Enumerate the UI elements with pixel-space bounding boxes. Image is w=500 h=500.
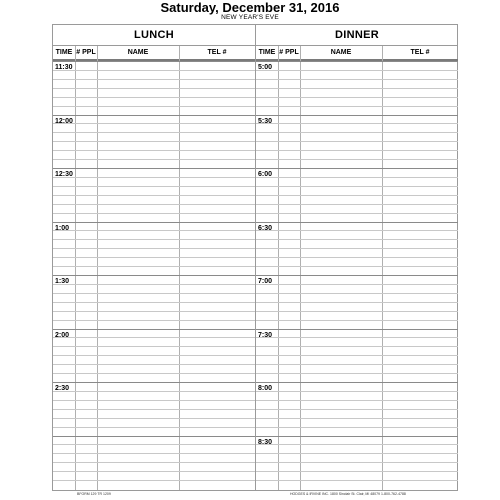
lunch-write-line — [53, 195, 255, 196]
lunch-write-line — [53, 61, 255, 62]
dinner-column-divider — [382, 46, 383, 490]
lunch-time-slot: 12:30 — [55, 171, 73, 178]
lunch-col-name: NAME — [97, 46, 179, 61]
dinner-write-line — [256, 400, 458, 401]
dinner-write-line — [256, 471, 458, 472]
dinner-write-line — [256, 436, 458, 437]
dinner-write-line — [256, 453, 458, 454]
dinner-col-name: NAME — [300, 46, 382, 61]
lunch-write-line — [53, 418, 255, 419]
lunch-write-line — [53, 70, 255, 71]
dinner-write-line — [256, 275, 458, 276]
dinner-write-line — [256, 195, 458, 196]
dinner-write-line — [256, 213, 458, 214]
lunch-col-time: TIME — [53, 46, 75, 61]
dinner-write-line — [256, 239, 458, 240]
lunch-write-line — [53, 186, 255, 187]
lunch-section — [53, 25, 255, 490]
dinner-write-line — [256, 462, 458, 463]
lunch-write-line — [53, 213, 255, 214]
dinner-write-line — [256, 204, 458, 205]
dinner-write-line — [256, 248, 458, 249]
lunch-write-line — [53, 444, 255, 445]
dinner-write-line — [256, 132, 458, 133]
reservation-sheet — [52, 24, 458, 491]
lunch-write-line — [53, 462, 255, 463]
lunch-write-line — [53, 355, 255, 356]
lunch-time-slot: 1:30 — [55, 278, 70, 285]
dinner-col-time: TIME — [256, 46, 278, 61]
dinner-time-slot: 8:30 — [258, 438, 273, 446]
lunch-write-line — [53, 266, 255, 267]
lunch-write-line — [53, 409, 255, 410]
lunch-write-line — [53, 400, 255, 401]
lunch-col-tel: TEL # — [179, 46, 255, 61]
dinner-column-divider — [300, 46, 301, 490]
dinner-write-line — [256, 97, 458, 98]
dinner-title: DINNER — [256, 25, 458, 46]
lunch-write-line — [53, 346, 255, 347]
dinner-write-line — [256, 284, 458, 285]
lunch-write-line — [53, 257, 255, 258]
dinner-write-line — [256, 168, 458, 169]
dinner-col-ppl: # PPL — [278, 46, 300, 61]
dinner-time-slot: 7:00 — [258, 278, 273, 285]
dinner-write-line — [256, 355, 458, 356]
dinner-write-line — [256, 159, 458, 160]
lunch-write-line — [53, 88, 255, 89]
dinner-write-line — [256, 115, 458, 116]
dinner-time-slot: 7:30 — [258, 331, 273, 339]
lunch-title: LUNCH — [53, 25, 255, 46]
lunch-write-line — [53, 97, 255, 98]
lunch-write-line — [53, 453, 255, 454]
page-title: Saturday, December 31, 2016 — [160, 0, 340, 15]
lunch-column-divider — [75, 46, 76, 490]
lunch-write-line — [53, 337, 255, 338]
lunch-write-line — [53, 284, 255, 285]
lunch-write-line — [53, 222, 255, 223]
dinner-write-line — [256, 222, 458, 223]
dinner-write-line — [256, 329, 458, 330]
lunch-write-line — [53, 329, 255, 330]
lunch-write-line — [53, 123, 255, 124]
lunch-time-slot: 1:00 — [55, 224, 70, 232]
lunch-write-line — [53, 302, 255, 303]
lunch-write-line — [53, 427, 255, 428]
dinner-write-line — [256, 391, 458, 392]
lunch-time-slot: 12:00 — [55, 117, 73, 125]
lunch-time-slot: 2:00 — [55, 331, 70, 339]
dinner-write-line — [256, 346, 458, 347]
lunch-write-line — [53, 168, 255, 169]
dinner-write-line — [256, 382, 458, 383]
lunch-column-divider — [97, 46, 98, 490]
lunch-write-line — [53, 436, 255, 437]
dinner-write-line — [256, 88, 458, 89]
dinner-write-line — [256, 70, 458, 71]
dinner-write-line — [256, 480, 458, 481]
dinner-write-line — [256, 61, 458, 62]
publisher-line: HODGES & IRVINE INC. 1800 Sinclair St. Clair, MI 48079 1-800-762-4788 — [290, 492, 406, 496]
dinner-time-slot: 5:00 — [258, 64, 273, 71]
lunch-write-line — [53, 382, 255, 383]
lunch-write-line — [53, 177, 255, 178]
dinner-time-slot: 6:30 — [258, 224, 273, 232]
lunch-time-slot: 11:30 — [55, 64, 73, 71]
lunch-write-line — [53, 364, 255, 365]
dinner-write-line — [256, 123, 458, 124]
lunch-write-line — [53, 159, 255, 160]
dinner-time-slot: 8:00 — [258, 385, 273, 392]
dinner-write-line — [256, 311, 458, 312]
lunch-write-line — [53, 275, 255, 276]
dinner-write-line — [256, 230, 458, 231]
form-code: BFORM 129 TR 1209 — [77, 492, 111, 496]
dinner-write-line — [256, 444, 458, 445]
dinner-write-line — [256, 150, 458, 151]
dinner-write-line — [256, 302, 458, 303]
dinner-write-line — [256, 427, 458, 428]
lunch-column-divider — [179, 46, 180, 490]
lunch-write-line — [53, 293, 255, 294]
lunch-write-line — [53, 132, 255, 133]
lunch-write-line — [53, 311, 255, 312]
lunch-write-line — [53, 391, 255, 392]
lunch-write-line — [53, 471, 255, 472]
dinner-time-slot: 5:30 — [258, 117, 273, 125]
lunch-col-ppl: # PPL — [75, 46, 97, 61]
lunch-write-line — [53, 106, 255, 107]
lunch-write-line — [53, 141, 255, 142]
dinner-write-line — [256, 293, 458, 294]
dinner-write-line — [256, 373, 458, 374]
dinner-section — [255, 25, 458, 490]
dinner-write-line — [256, 418, 458, 419]
lunch-write-line — [53, 480, 255, 481]
lunch-time-slot: 2:30 — [55, 385, 70, 392]
lunch-write-line — [53, 204, 255, 205]
lunch-write-line — [53, 320, 255, 321]
dinner-column-divider — [278, 46, 279, 490]
dinner-write-line — [256, 106, 458, 107]
lunch-write-line — [53, 239, 255, 240]
dinner-write-line — [256, 320, 458, 321]
dinner-write-line — [256, 141, 458, 142]
lunch-write-line — [53, 150, 255, 151]
lunch-write-line — [53, 79, 255, 80]
dinner-time-slot: 6:00 — [258, 171, 273, 178]
lunch-write-line — [53, 248, 255, 249]
dinner-write-line — [256, 364, 458, 365]
holiday-subtitle: NEW YEAR'S EVE — [221, 14, 279, 21]
dinner-write-line — [256, 257, 458, 258]
lunch-write-line — [53, 115, 255, 116]
dinner-write-line — [256, 79, 458, 80]
dinner-write-line — [256, 186, 458, 187]
lunch-write-line — [53, 373, 255, 374]
dinner-write-line — [256, 337, 458, 338]
dinner-write-line — [256, 409, 458, 410]
dinner-write-line — [256, 266, 458, 267]
dinner-col-tel: TEL # — [382, 46, 458, 61]
lunch-write-line — [53, 230, 255, 231]
dinner-write-line — [256, 177, 458, 178]
